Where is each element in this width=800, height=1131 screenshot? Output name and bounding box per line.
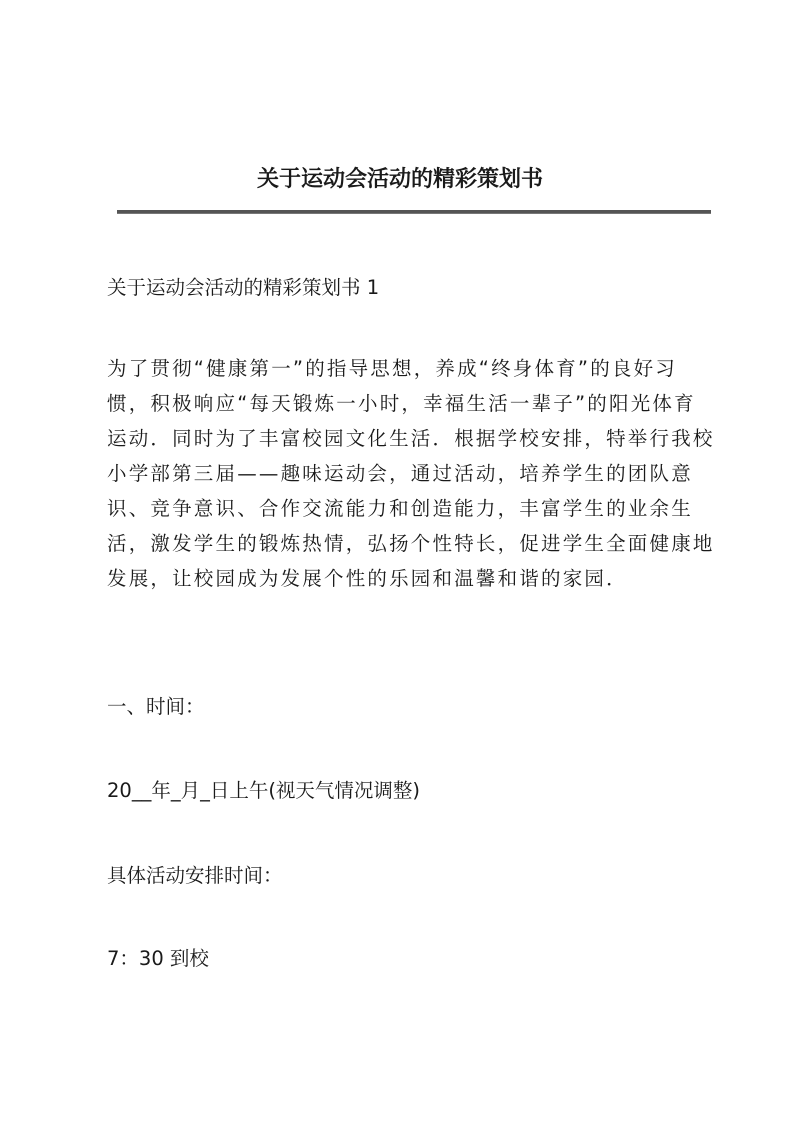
section-heading-time: 一、时间： bbox=[107, 695, 205, 718]
title-divider bbox=[117, 210, 711, 214]
paragraph-line: 识、竞争意识、合作交流能力和创造能力，丰富学生的业余生 bbox=[107, 497, 693, 520]
date-line: 20__年_月_日上午(视天气情况调整) bbox=[107, 779, 421, 802]
intro-paragraph bbox=[107, 351, 715, 596]
arrival-time: 7：30 到校 bbox=[107, 947, 209, 970]
section-subtitle: 关于运动会活动的精彩策划书 1 bbox=[107, 276, 380, 299]
paragraph-line: 运动．同时为了丰富校园文化生活．根据学校安排，特举行我校 bbox=[107, 427, 715, 450]
paragraph-line: 发展，让校园成为发展个性的乐园和温馨和谐的家园． bbox=[107, 567, 628, 590]
paragraph-line: 为了贯彻“健康第一”的指导思想，养成“终身体育”的良好习 bbox=[107, 357, 678, 380]
paragraph-line: 活，激发学生的锻炼热情，弘扬个性特长，促进学生全面健康地 bbox=[107, 532, 715, 555]
page-title: 关于运动会活动的精彩策划书 bbox=[256, 166, 543, 192]
schedule-heading: 具体活动安排时间： bbox=[107, 864, 283, 887]
paragraph-line: 小学部第三届——趣味运动会，通过活动，培养学生的团队意 bbox=[107, 462, 693, 485]
paragraph-line: 惯，积极响应“每天锻炼一小时，幸福生活一辈子”的阳光体育 bbox=[107, 392, 696, 415]
